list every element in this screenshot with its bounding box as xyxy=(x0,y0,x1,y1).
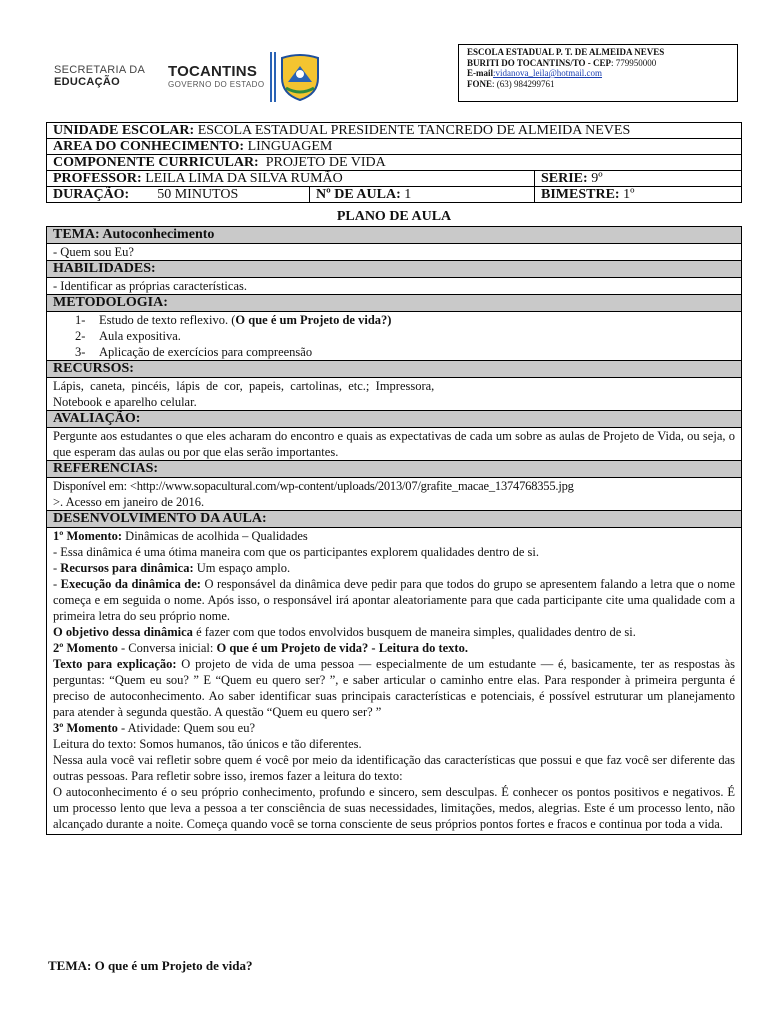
execucao-value: O responsável da dinâmica deve pedir para que todos do grupo se apresentem falando a letra que o nome começa e em seguida o nome. Após isso, o responsável irá apontar aleatoriamente para que cada participante cite uma qualidade com a primeira letra do seu próprio nome. xyxy=(53,577,735,623)
duracao-value: 50 MINUTOS xyxy=(157,187,239,202)
professor-label: PROFESSOR: xyxy=(53,171,142,186)
momento-3-label: 3º Momento xyxy=(53,721,118,735)
secretaria-line2: EDUCAÇÃO xyxy=(54,76,120,88)
unidade-value: ESCOLA ESTADUAL PRESIDENTE TANCREDO DE ALMEIDA NEVES xyxy=(194,123,631,138)
bimestre-cell xyxy=(535,187,742,203)
contact-email-line xyxy=(467,68,729,79)
duracao-cell xyxy=(47,187,310,203)
momento-2-bold: O que é um Projeto de vida? - Leitura do texto. xyxy=(216,641,468,655)
governo-label: GOVERNO DO ESTADO xyxy=(168,80,265,89)
referencias-heading: REFERENCIAS: xyxy=(47,461,741,478)
momento-2 xyxy=(53,640,735,656)
recursos-content xyxy=(47,378,741,411)
plano-title: PLANO DE AULA xyxy=(336,209,452,224)
nessa-aula-text: Nessa aula você vai refletir sobre quem é você por meio da identificação das características que possui e que faz você ser diferente das outras pessoas. Para refletir sobre isso, iremos fazer a leitura do texto: xyxy=(53,753,735,783)
school-contact-box xyxy=(458,44,738,102)
list-number: 3- xyxy=(75,345,86,359)
header-logos xyxy=(48,48,338,102)
list-text: Estudo de texto reflexivo. ( xyxy=(99,313,236,327)
contact-city-line xyxy=(467,58,729,69)
serie-label: SERIE: xyxy=(541,171,588,186)
desenvolvimento-content xyxy=(47,528,741,834)
contact-school: ESCOLA ESTADUAL P. T. DE ALMEIDA NEVES xyxy=(467,47,665,57)
execucao-label: Execução da dinâmica de: xyxy=(60,577,201,591)
leitura-text: Leitura do texto: Somos humanos, tão únicos e tão diferentes. xyxy=(53,737,362,751)
componente-value: PROJETO DE VIDA xyxy=(258,155,386,170)
objetivo-label: O objetivo dessa dinâmica xyxy=(53,625,193,639)
momento-2-label: 2º Momento xyxy=(53,641,118,655)
texto-label: Texto para explicação: xyxy=(53,657,177,671)
recursos-dinamica: - Recursos para dinâmica: Um espaço amplo. xyxy=(53,561,291,575)
contact-email-label: E-mail xyxy=(467,68,493,78)
metodologia-heading: METODOLOGIA: xyxy=(47,295,741,312)
habilidades-content: - Identificar as próprias características. xyxy=(47,278,741,295)
unidade-label: UNIDADE ESCOLAR: xyxy=(53,123,195,138)
list-number: 2- xyxy=(75,329,86,343)
list-number: 1- xyxy=(75,313,86,327)
footer-tema xyxy=(48,958,253,974)
list-text: Aula expositiva. xyxy=(99,329,181,343)
aula-label: Nº DE AULA: xyxy=(316,187,401,202)
duracao-label: DURAÇÃO: xyxy=(53,187,130,202)
lesson-body xyxy=(46,226,742,835)
area-label: AREA DO CONHECIMENTO: xyxy=(53,139,245,154)
list-item xyxy=(53,344,735,360)
state-seal-icon xyxy=(260,48,326,104)
serie-value: 9º xyxy=(587,171,603,186)
objetivo-dinamica xyxy=(53,624,735,640)
professor-value: LEILA LIMA DA SILVA RUMÃO xyxy=(141,171,343,186)
contact-cep: : 779950000 xyxy=(611,57,657,68)
momento-3 xyxy=(53,720,735,736)
secretaria-line1: SECRETARIA DA xyxy=(54,64,146,76)
list-text-bold: O que é um Projeto de vida?) xyxy=(235,313,392,327)
contact-city-label: BURITI DO TOCANTINS/TO - CEP xyxy=(467,57,612,68)
tema-content: - Quem sou Eu? xyxy=(47,244,741,261)
referencias-access: >. Acesso em janeiro de 2016. xyxy=(53,495,205,509)
recursos-dinamica-label: Recursos para dinâmica: xyxy=(60,561,194,575)
tema-label: TEMA: xyxy=(53,227,100,242)
contact-phone-label: FONE xyxy=(467,78,493,89)
contact-phone-line xyxy=(467,79,729,90)
area-value: LINGUAGEM xyxy=(244,139,333,154)
execucao-dinamica: - Execução da dinâmica de: O responsável da dinâmica deve pedir para que todos do grupo se apresentem falando a letra que o nome começa e em seguida o nome. Após isso, o responsável irá apontar aleatoriamente para que cada participante cite uma qualidade com a primeira letra do seu próprio nome. xyxy=(53,577,735,623)
contact-email-link[interactable]: :vidanova_leila@hotmail.com xyxy=(493,68,603,78)
aula-cell xyxy=(310,187,535,203)
list-text: Aplicação de exercícios para compreensão xyxy=(99,345,313,359)
referencias-content xyxy=(47,478,741,511)
bimestre-label: BIMESTRE: xyxy=(541,187,620,202)
list-item xyxy=(53,312,735,328)
momento-3-value: - Atividade: Quem sou eu? xyxy=(117,721,255,735)
recursos-dinamica-value: Um espaço amplo. xyxy=(193,561,291,575)
texto-explicacao xyxy=(53,656,735,720)
componente-label: COMPONENTE CURRICULAR: xyxy=(53,155,259,170)
componente-cell xyxy=(47,155,742,171)
objetivo-value: é fazer com que todos envolvidos busquem de maneira simples, qualidades dentro de si. xyxy=(192,625,636,639)
recursos-line1: Lápis, caneta, pincéis, lápis de cor, papeis, cartolinas, etc.; Impressora, xyxy=(53,379,435,393)
secretaria-logo xyxy=(54,64,145,88)
recursos-heading: RECURSOS: xyxy=(47,361,741,378)
list-item xyxy=(53,328,735,344)
tocantins-wordmark: TOCANTINS xyxy=(168,63,258,80)
area-cell xyxy=(47,139,742,155)
momento-1-value: Dinâmicas de acolhida – Qualidades xyxy=(122,529,308,543)
avaliacao-content: Pergunte aos estudantes o que eles acharam do encontro e quais as expectativas de cada um sobre as aulas de Projeto de Vida, ou seja, o que esperam das aulas ou por que elas serão importantes. xyxy=(47,428,741,461)
momento-1-label: 1º Momento: xyxy=(53,529,123,543)
unidade-cell xyxy=(47,123,742,139)
autoconhecimento-text: O autoconhecimento é o seu próprio conhecimento, profundo e sincero, sem desculpas. É conhecer os pontos positivos e negativos. É um processo lento que leva a pessoa a ter consciência de suas necessidades, limitações, medos, alegrias. Este é um processo lento, não alcançado durante a noite. Começa quando você se torna consciente de seus próprios pontos fortes e fracos e continua por toda a vida. xyxy=(53,785,735,831)
lesson-header-table xyxy=(46,122,742,203)
desenvolvimento-heading: DESENVOLVIMENTO DA AULA: xyxy=(47,511,741,528)
bimestre-value: 1º xyxy=(619,187,635,202)
aula-value: 1 xyxy=(400,187,412,202)
tema-heading xyxy=(47,227,741,244)
serie-cell xyxy=(535,171,742,187)
professor-cell xyxy=(47,171,535,187)
referencias-link[interactable]: Disponível em: <http://www.sopacultural.com/wp-content/uploads/2013/07/grafite_macae_1374768355.jpg xyxy=(53,479,574,493)
avaliacao-heading: AVALIAÇÃO: xyxy=(47,411,741,428)
habilidades-heading: HABILIDADES: xyxy=(47,261,741,278)
footer-tema-value: O que é um Projeto de vida? xyxy=(91,958,253,973)
momento-1 xyxy=(53,528,735,544)
tocantins-logo xyxy=(168,64,264,89)
momento-2-value: - Conversa inicial: xyxy=(117,641,217,655)
tema-value: Autoconhecimento xyxy=(99,227,215,242)
recursos-line2: Notebook e aparelho celular. xyxy=(53,395,197,409)
contact-phone: : (63) 984299761 xyxy=(492,78,555,89)
momento-1-text: - Essa dinâmica é uma ótima maneira com que os participantes explorem qualidades dentro de si. xyxy=(53,545,539,559)
footer-tema-label: TEMA: xyxy=(48,958,92,973)
texto-value: O projeto de vida de uma pessoa — especialmente de um estudante — é, basicamente, ter as respostas às perguntas: “Quem eu sou? ” E “Quem eu quero ser? ”, e saber articular o caminho entre elas. Para responder à primeira pergunta é preciso de autoconhecimento. Ao saber identificar suas principais características e potenciais, é possível estruturar um planejamento para atender à segunda questão. A questão “Quem eu quero ser? ” xyxy=(53,657,736,719)
metodologia-list xyxy=(47,312,741,361)
